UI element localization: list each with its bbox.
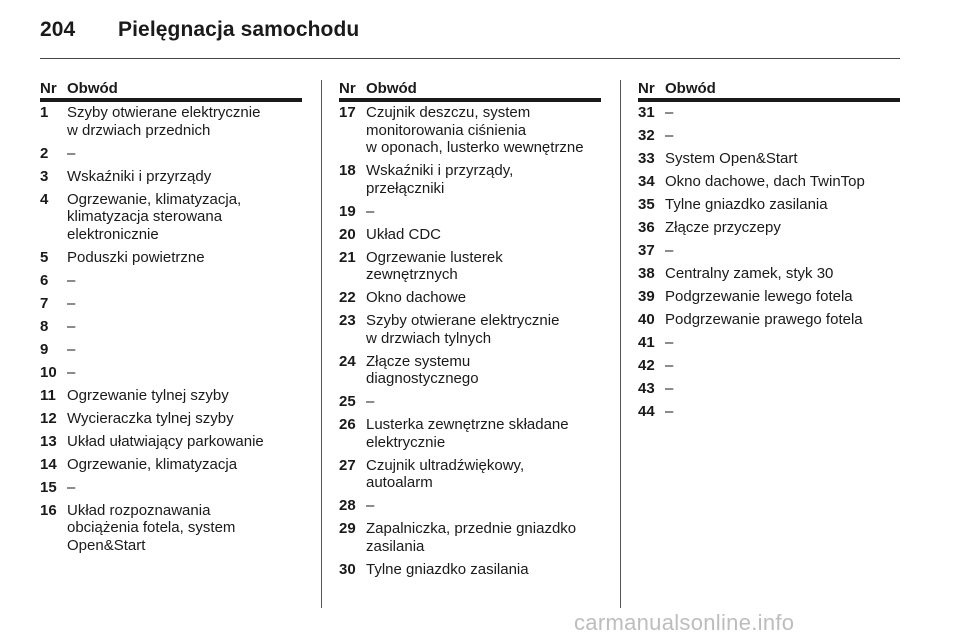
fuse-number: 22 [339,289,356,306]
table-row [638,334,900,352]
circuit-description: Układ rozpoznawania obciążenia fotela, system Open&Start [67,501,236,554]
fuse-number: 18 [339,162,356,179]
fuse-number: 4 [40,190,49,208]
fuse-table-column-1 [40,80,302,554]
circuit-description: Tylne gniazdko zasilania [366,560,529,578]
table-row [339,249,601,284]
fuse-number: 35 [638,196,655,213]
table-row [339,226,601,244]
table-row [40,479,302,497]
table-header [339,80,601,102]
table-row [40,410,302,428]
fuse-number: 42 [638,357,655,374]
circuit-description: Czujnik ultradźwiękowy, autoalarm [366,456,525,491]
table-row [638,265,900,283]
fuse-number: 14 [40,455,57,473]
table-row [638,242,900,260]
header-circuit: Obwód [67,80,118,97]
table-row [339,520,601,555]
circuit-description: – [67,294,76,312]
table-row [339,162,601,197]
fuse-number: 25 [339,393,356,410]
table-row [40,145,302,163]
table-row [638,357,900,375]
fuse-number: 44 [638,403,655,420]
circuit-description: – [366,202,375,220]
circuit-description: – [665,242,674,259]
header-rule [40,58,900,59]
page-title: Pielęgnacja samochodu [118,18,360,41]
circuit-description: Ogrzewanie tylnej szyby [67,386,229,404]
fuse-number: 17 [339,104,356,121]
header-circuit: Obwód [366,80,417,97]
page-header [40,18,359,42]
table-row [339,203,601,221]
circuit-description: – [665,127,674,144]
fuse-number: 34 [638,173,655,190]
table-row [339,561,601,579]
column-divider [620,80,621,608]
fuse-number: 32 [638,127,655,144]
table-row [638,173,900,191]
table-row [638,311,900,329]
fuse-number: 28 [339,497,356,514]
fuse-number: 11 [40,386,56,404]
circuit-description: Układ ułatwiający parkowanie [67,432,264,450]
circuit-description: Złącze przyczepy [665,219,781,236]
table-row [40,341,302,359]
circuit-description: Okno dachowe [366,289,467,306]
circuit-description: – [665,380,674,397]
table-row [339,312,601,347]
circuit-description: – [67,340,76,358]
page-number: 204 [40,18,76,41]
fuse-number: 41 [638,334,655,351]
circuit-description: – [665,104,674,121]
fuse-number: 39 [638,288,655,305]
table-row [339,393,601,411]
table-row [638,380,900,398]
circuit-description: – [67,317,76,335]
table-row [40,104,302,139]
fuse-number: 30 [339,560,356,578]
table-row [638,219,900,237]
circuit-description: Wskaźniki i przyrządy, przełączniki [366,162,514,197]
table-row [638,403,900,421]
circuit-description: Lusterka zewnętrzne składane elektrycznie [366,416,569,451]
header-nr: Nr [638,80,655,97]
circuit-description: – [665,357,674,374]
circuit-description: Złącze systemu diagnostycznego [366,352,479,387]
fuse-number: 29 [339,520,356,537]
table-header [638,80,900,102]
fuse-number: 43 [638,380,655,397]
circuit-description: Podgrzewanie prawego fotela [665,311,863,328]
circuit-description: Zapalniczka, przednie gniazdko zasilania [366,520,577,555]
circuit-description: Czujnik deszczu, system monitorowania ciśnienia w oponach, lusterko wewnętrzne [366,104,584,156]
circuit-description: – [67,478,76,496]
table-row [40,364,302,382]
circuit-description: Szyby otwierane elektrycznie w drzwiach przednich [67,104,261,139]
fuse-number: 33 [638,150,655,167]
circuit-description: – [67,363,76,381]
circuit-description: Ogrzewanie lusterek zewnętrznych [366,248,503,283]
circuit-description: Wskaźniki i przyrządy [67,167,212,185]
fuse-number: 12 [40,409,57,427]
fuse-number: 10 [40,363,57,381]
fuse-number: 20 [339,225,356,243]
table-row [40,295,302,313]
fuse-number: 16 [40,501,57,519]
circuit-description: Tylne gniazdko zasilania [665,196,828,213]
fuse-number: 31 [638,104,655,121]
circuit-description: System Open&Start [665,150,798,167]
fuse-number: 8 [40,317,49,335]
circuit-description: – [67,271,76,289]
circuit-description: Szyby otwierane elektrycznie w drzwiach tylnych [366,312,560,347]
table-row [40,502,302,555]
fuse-number: 21 [339,248,356,266]
header-nr: Nr [339,80,356,97]
fuse-number: 26 [339,416,356,433]
table-row [40,318,302,336]
table-header [40,80,302,102]
circuit-description: Wycieraczka tylnej szyby [67,409,234,427]
header-circuit: Obwód [665,80,716,97]
circuit-description: – [67,144,76,162]
fuse-number: 3 [40,167,49,185]
fuse-number: 19 [339,202,356,220]
circuit-description: – [366,393,375,410]
table-row [638,127,900,145]
fuse-number: 9 [40,340,49,358]
fuse-number: 37 [638,242,655,259]
circuit-description: Ogrzewanie, klimatyzacja [67,455,238,473]
fuse-number: 36 [638,219,655,236]
table-row [339,104,601,157]
circuit-description: Okno dachowe, dach TwinTop [665,173,865,190]
fuse-number: 2 [40,144,49,162]
table-row [339,497,601,515]
table-row [40,456,302,474]
fuse-number: 38 [638,265,655,282]
circuit-description: Centralny zamek, styk 30 [665,265,834,282]
fuse-number: 27 [339,456,356,474]
header-nr: Nr [40,80,57,97]
fuse-number: 5 [40,248,49,266]
fuse-table-column-3 [638,80,900,421]
circuit-description: – [665,334,674,351]
table-row [638,104,900,122]
table-row [638,196,900,214]
table-row [339,457,601,492]
column-divider [321,80,322,608]
table-row [40,433,302,451]
fuse-number: 1 [40,104,49,121]
fuse-number: 6 [40,271,49,289]
table-row [40,272,302,290]
circuit-description: – [366,497,375,514]
table-row [339,289,601,307]
table-row [638,150,900,168]
table-row [638,288,900,306]
fuse-table-column-2 [339,80,601,578]
fuse-number: 40 [638,311,655,328]
table-row [40,168,302,186]
fuse-number: 7 [40,294,49,312]
table-row [40,387,302,405]
table-row [40,191,302,244]
fuse-number: 23 [339,312,356,329]
circuit-description: Poduszki powietrzne [67,248,205,266]
table-row [40,249,302,267]
watermark-text: carmanualsonline.info [574,610,795,635]
circuit-description: Ogrzewanie, klimatyzacja, klimatyzacja sterowana elektronicznie [67,190,242,243]
fuse-number: 13 [40,432,57,450]
circuit-description: – [665,403,674,420]
table-row [339,353,601,388]
circuit-description: Podgrzewanie lewego fotela [665,288,853,305]
fuse-number: 24 [339,352,356,370]
table-row [339,416,601,451]
fuse-number: 15 [40,478,57,496]
circuit-description: Układ CDC [366,225,442,243]
